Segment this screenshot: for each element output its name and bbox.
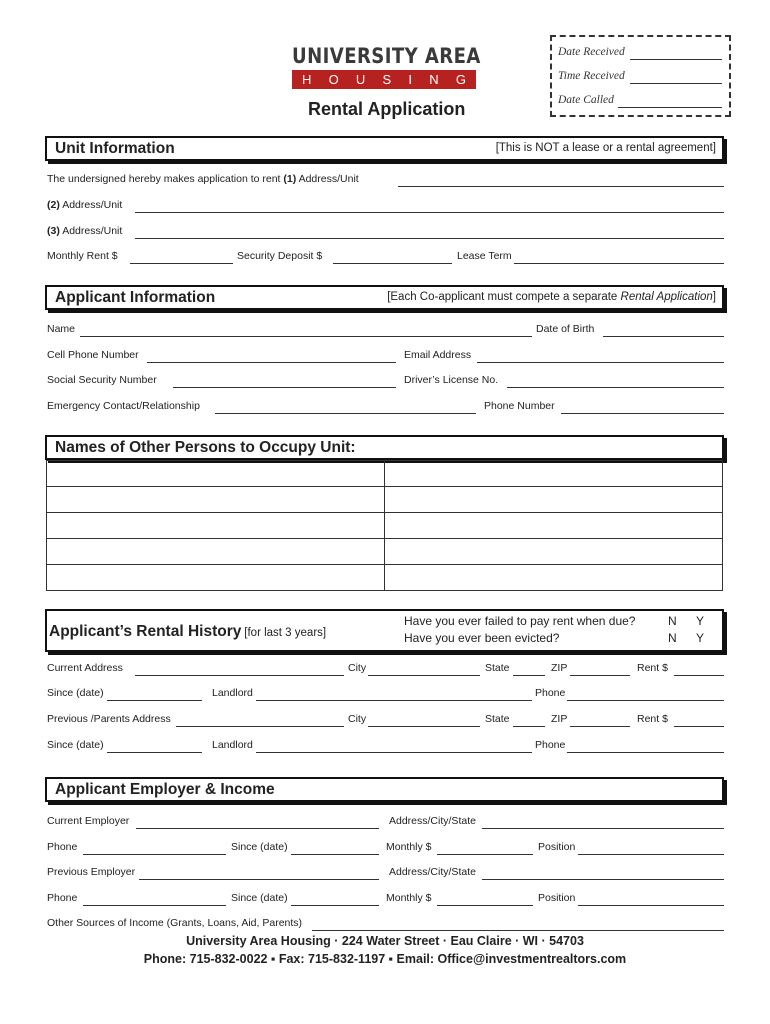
occupant-cell[interactable] — [47, 539, 385, 565]
prev-employer-phone-field[interactable] — [83, 905, 226, 906]
occupants-header — [45, 435, 724, 460]
prev-monthly-income-field[interactable] — [437, 905, 533, 906]
occupant-cell[interactable] — [385, 513, 723, 539]
prev-employer-address-label: Address/City/State — [389, 866, 476, 878]
prev-position-label: Position — [538, 892, 576, 904]
occupant-cell[interactable] — [47, 487, 385, 513]
dob-field[interactable] — [603, 336, 724, 337]
employer-since-label: Since (date) — [231, 841, 288, 853]
ssn-field[interactable] — [173, 387, 396, 388]
lease-term-field[interactable] — [514, 263, 724, 264]
previous-address-field[interactable] — [176, 726, 344, 727]
prev-zip-label: ZIP — [551, 713, 568, 725]
current-address-field[interactable] — [135, 675, 344, 676]
applicant-info-header — [45, 285, 724, 310]
q2-yes-option[interactable]: Y — [696, 631, 705, 645]
occupants-table — [46, 460, 723, 591]
q1-no-option[interactable]: N — [668, 614, 677, 628]
since-date-label: Since (date) — [47, 687, 104, 699]
logo-housing-bar — [292, 70, 476, 89]
rental-history-title: Applicant’s Rental History — [49, 623, 242, 640]
occupant-cell[interactable] — [385, 539, 723, 565]
date-received-line[interactable] — [630, 59, 722, 60]
prev-since-date-field[interactable] — [107, 752, 202, 753]
license-field[interactable] — [507, 387, 724, 388]
time-received-label: Time Received — [558, 70, 625, 82]
prev-city-label: City — [348, 713, 367, 725]
occupant-cell[interactable] — [47, 513, 385, 539]
cell-phone-field[interactable] — [147, 362, 396, 363]
prev-landlord-phone-label: Phone — [535, 739, 566, 751]
cell-phone-label: Cell Phone Number — [47, 349, 139, 361]
name-field[interactable] — [80, 336, 532, 337]
q1-yes-option[interactable]: Y — [696, 614, 705, 628]
prev-rent-label: Rent $ — [637, 713, 668, 725]
state-label: State — [485, 662, 510, 674]
occupant-cell[interactable] — [47, 461, 385, 487]
other-income-label: Other Sources of Income (Grants, Loans, Aid, Parents) — [47, 917, 303, 929]
occupants-row — [47, 487, 723, 513]
note-italic: Rental Application — [620, 291, 713, 303]
address-3-field[interactable] — [135, 238, 724, 239]
current-employer-label: Current Employer — [47, 815, 130, 827]
logo-letter: N — [429, 72, 439, 87]
state-field[interactable] — [513, 675, 545, 676]
city-field[interactable] — [368, 675, 480, 676]
applicant-info-title: Applicant Information — [55, 289, 216, 306]
email-label: Email Address — [404, 349, 472, 361]
address-2-field[interactable] — [135, 212, 724, 213]
monthly-income-label: Monthly $ — [386, 841, 432, 853]
other-income-field[interactable] — [312, 930, 724, 931]
monthly-rent-field[interactable] — [130, 263, 233, 264]
security-deposit-field[interactable] — [333, 263, 452, 264]
rental-history-title-group — [49, 623, 326, 641]
city-label: City — [348, 662, 367, 674]
prev-landlord-phone-field[interactable] — [567, 752, 724, 753]
landlord-label: Landlord — [212, 687, 253, 699]
occupants-row — [47, 539, 723, 565]
prev-employer-since-label: Since (date) — [231, 892, 288, 904]
unit-intro-label — [47, 173, 359, 185]
address-1-label: Address/Unit — [298, 173, 359, 185]
address-3-label: Address/Unit — [62, 225, 123, 237]
prev-rent-field[interactable] — [674, 726, 724, 727]
unit-info-note: [This is NOT a lease or a rental agreement] — [495, 142, 716, 154]
landlord-field[interactable] — [256, 700, 532, 701]
employer-address-label: Address/City/State — [389, 815, 476, 827]
rent-field[interactable] — [674, 675, 724, 676]
emergency-contact-field[interactable] — [215, 413, 476, 414]
position-field[interactable] — [578, 854, 724, 855]
previous-address-label: Previous /Parents Address — [47, 713, 171, 725]
occupant-cell[interactable] — [385, 487, 723, 513]
date-called-label: Date Called — [558, 94, 614, 106]
occupants-title: Names of Other Persons to Occupy Unit: — [55, 439, 356, 456]
logo-wordmark: UNIVERSITY AREA — [292, 44, 481, 68]
employer-phone-label: Phone — [47, 841, 78, 853]
employer-header — [45, 777, 724, 802]
monthly-income-field[interactable] — [437, 854, 533, 855]
logo-letter: I — [408, 72, 413, 87]
time-received-line[interactable] — [630, 83, 722, 84]
dob-label: Date of Birth — [536, 323, 595, 335]
office-use-box — [550, 35, 731, 117]
rental-history-sub: [for last 3 years] — [244, 627, 327, 639]
lease-term-label: Lease Term — [457, 250, 512, 262]
previous-employer-field[interactable] — [139, 879, 379, 880]
page-title: Rental Application — [308, 99, 466, 119]
address-1-field[interactable] — [398, 186, 724, 187]
q-evicted: Have you ever been evicted? — [404, 631, 560, 645]
ssn-label: Social Security Number — [47, 374, 157, 386]
landlord-phone-field[interactable] — [567, 700, 724, 701]
address-3-label-group — [47, 225, 122, 237]
prev-position-field[interactable] — [578, 905, 724, 906]
position-label: Position — [538, 841, 576, 853]
previous-employer-label: Previous Employer — [47, 866, 136, 878]
logo-letter: G — [455, 72, 466, 87]
prev-zip-field[interactable] — [570, 726, 630, 727]
prev-state-label: State — [485, 713, 510, 725]
employer-phone-field[interactable] — [83, 854, 226, 855]
logo-letter: U — [355, 72, 366, 87]
prev-landlord-label: Landlord — [212, 739, 253, 751]
note-suffix: ] — [712, 291, 716, 303]
occupant-cell[interactable] — [47, 565, 385, 591]
q2-no-option[interactable]: N — [668, 631, 677, 645]
email-field[interactable] — [477, 362, 724, 363]
footer-address: University Area Housing · 224 Water Street · Eau Claire · WI · 54703 — [186, 934, 584, 948]
rental-history-header — [45, 609, 724, 652]
prev-employer-since-field[interactable] — [291, 905, 379, 906]
occupants-row — [47, 461, 723, 487]
prev-employer-address-field[interactable] — [482, 879, 724, 880]
address-2-label: Address/Unit — [62, 199, 123, 211]
employer-address-field[interactable] — [482, 828, 724, 829]
since-date-field[interactable] — [107, 700, 202, 701]
intro-text: The undersigned hereby makes application to rent — [47, 173, 281, 185]
license-label: Driver’s License No. — [404, 374, 499, 386]
phone-number-field[interactable] — [561, 413, 724, 414]
employer-title: Applicant Employer & Income — [55, 781, 275, 798]
landlord-phone-label: Phone — [535, 687, 566, 699]
date-received-label: Date Received — [558, 46, 625, 58]
date-called-line[interactable] — [618, 107, 722, 108]
current-employer-field[interactable] — [136, 828, 379, 829]
q-failed-rent: Have you ever failed to pay rent when due? — [404, 614, 636, 628]
prev-state-field[interactable] — [513, 726, 545, 727]
prev-since-date-label: Since (date) — [47, 739, 104, 751]
logo-letter: S — [382, 72, 392, 87]
logo-letter: O — [328, 72, 339, 87]
occupant-cell[interactable] — [385, 461, 723, 487]
prev-employer-phone-label: Phone — [47, 892, 78, 904]
emergency-contact-label: Emergency Contact/Relationship — [47, 400, 200, 412]
zip-field[interactable] — [570, 675, 630, 676]
unit-info-title: Unit Information — [55, 140, 175, 157]
footer-contact: Phone: 715-832-0022 ▪ Fax: 715-832-1197 ▪ Email: Office@investmentrealtors.com — [143, 952, 627, 966]
security-deposit-label: Security Deposit $ — [237, 250, 323, 262]
address-1-number: (1) — [283, 173, 297, 185]
logo-letter: H — [302, 72, 312, 87]
address-2-label-group — [47, 199, 122, 211]
note-prefix: [Each Co-applicant must compete a separate — [387, 291, 621, 303]
address-3-number: (3) — [47, 225, 60, 237]
prev-monthly-income-label: Monthly $ — [386, 892, 432, 904]
zip-label: ZIP — [551, 662, 568, 674]
occupants-row — [47, 513, 723, 539]
phone-number-label: Phone Number — [484, 400, 555, 412]
occupant-cell[interactable] — [385, 565, 723, 591]
applicant-info-note — [387, 291, 716, 303]
monthly-rent-label: Monthly Rent $ — [47, 250, 118, 262]
prev-city-field[interactable] — [368, 726, 480, 727]
employer-since-field[interactable] — [291, 854, 379, 855]
occupants-row — [47, 565, 723, 591]
name-label: Name — [47, 323, 76, 335]
unit-info-header — [45, 136, 724, 161]
current-address-label: Current Address — [47, 662, 123, 674]
rent-label: Rent $ — [637, 662, 668, 674]
prev-landlord-field[interactable] — [256, 752, 532, 753]
address-2-number: (2) — [47, 199, 60, 211]
